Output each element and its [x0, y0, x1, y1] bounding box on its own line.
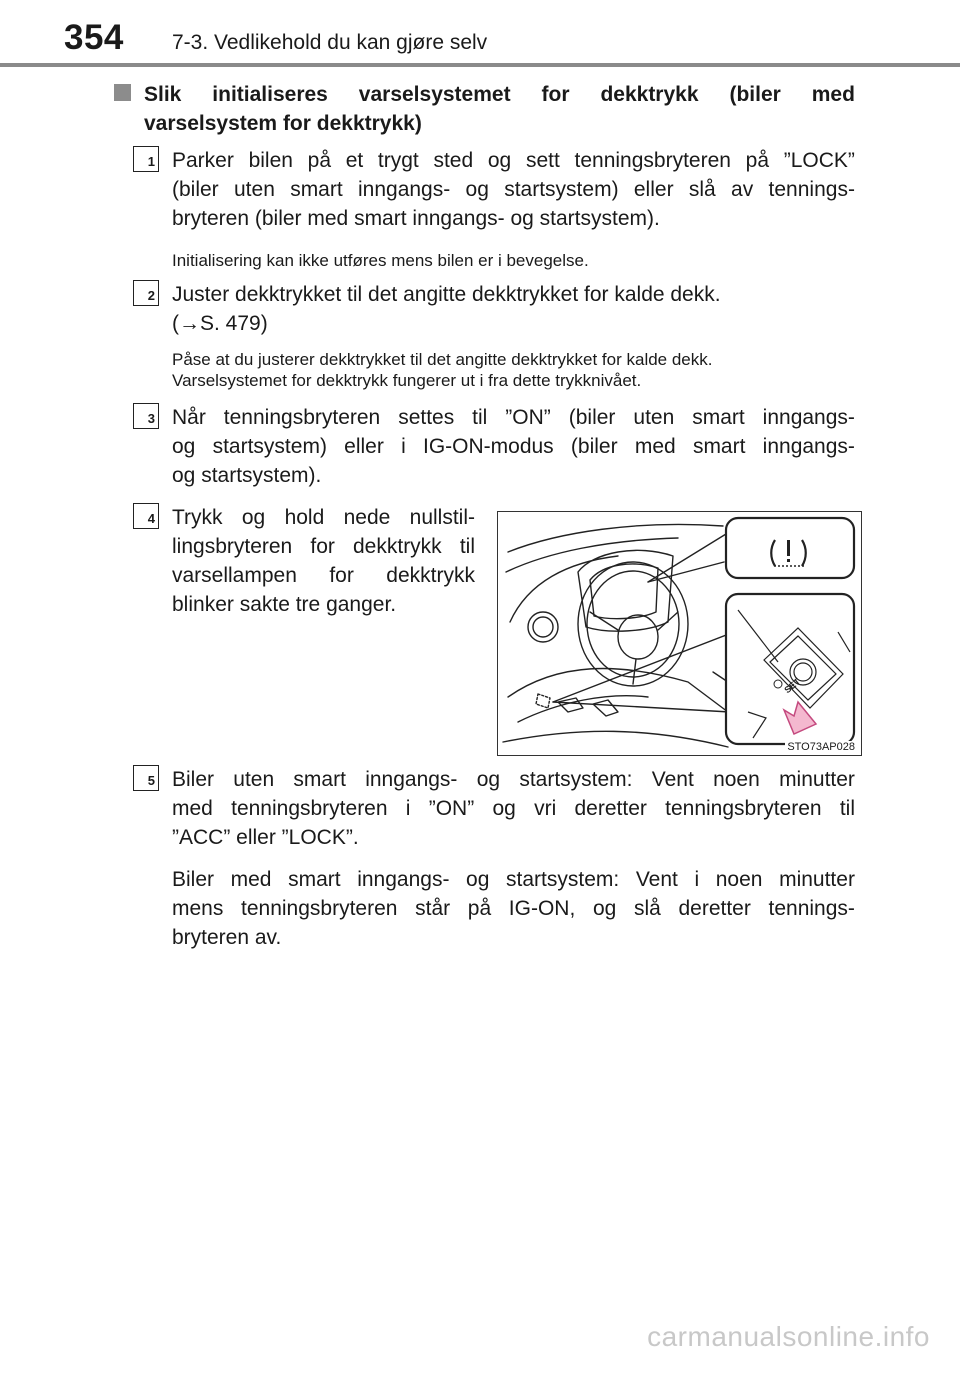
step-4-text — [172, 503, 475, 619]
step-number-1: 1 — [133, 146, 159, 172]
dashboard-drawing — [498, 512, 861, 755]
step-5-line-3: ”ACC” eller ”LOCK”. — [172, 826, 359, 849]
step-5-paragraph-2 — [172, 865, 855, 952]
step-5-paragraph-1 — [172, 765, 855, 852]
step-5-line-4: Biler med smart inngangs- og startsystem: Vent i noen minutter — [172, 868, 855, 891]
step-2-note — [172, 349, 872, 391]
step-4-line-1: Trykk og hold nede nullstil- — [172, 506, 475, 529]
heading-word: varselsystemet — [358, 83, 511, 106]
step-1-line-3: bryteren (biler med smart inngangs- og startsystem). — [172, 207, 660, 230]
step-number-4: 4 — [133, 503, 159, 529]
step-1-line-2: (biler uten smart inngangs- og startsystem) eller slå av tennings- — [172, 178, 855, 201]
step-2-text — [172, 280, 855, 338]
step-2-note-line-1: Påse at du justerer dekktrykket til det angitte dekktrykket for kalde dekk. — [172, 350, 713, 369]
step-5-line-5: mens tenningsbryteren står på IG-ON, og slå deretter tennings- — [172, 897, 855, 920]
step-5-line-6: bryteren av. — [172, 926, 282, 949]
step-3-line-3: og startsystem). — [172, 464, 322, 487]
step-4-line-3: varsellampen for dekktrykk — [172, 564, 475, 587]
heading-word: dekktrykk — [600, 83, 699, 106]
step-3-line-1: Når tenningsbryteren settes til ”ON” (biler uten smart inngangs- — [172, 406, 855, 429]
step-number-3: 3 — [133, 403, 159, 429]
step-5-line-2: med tenningsbryteren i ”ON” og vri deretter tenningsbryteren til — [172, 797, 855, 820]
heading-word: (biler — [729, 83, 781, 106]
step-2-line-1: Juster dekktrykket til det angitte dekktrykket for kalde dekk. — [172, 283, 721, 306]
set-button-label: SET — [782, 676, 803, 696]
header-divider — [0, 63, 960, 67]
step-2-reference: (→S. 479) — [172, 312, 268, 335]
heading-word: med — [811, 83, 855, 106]
step-2-note-line-2: Varselsystemet for dekktrykk fungerer ut i fra dette trykknivået. — [172, 371, 642, 390]
step-1-line-1: Parker bilen på et trygt sted og sett tenningsbryteren på ”LOCK” — [172, 149, 855, 172]
page-header — [0, 0, 960, 72]
step-3-line-2: og startsystem) eller i IG-ON-modus (biler med smart inngangs- — [172, 435, 855, 458]
step-number-2: 2 — [133, 280, 159, 306]
step-1-text — [172, 146, 855, 233]
heading-line-2: varselsystem for dekktrykk) — [144, 112, 422, 135]
step-number-5: 5 — [133, 765, 159, 791]
step-4-line-2: lingsbryteren for dekktrykk til — [172, 535, 475, 558]
heading-line-1 — [144, 80, 855, 109]
figure-caption: STO73AP028 — [787, 741, 855, 753]
heading-word: initialiseres — [212, 83, 328, 106]
step-1-note: Initialisering kan ikke utføres mens bilen er i bevegelse. — [172, 251, 589, 270]
heading-word: Slik — [144, 83, 182, 106]
site-watermark: carmanualsonline.info — [647, 1321, 930, 1352]
section-title: 7-3. Vedlikehold du kan gjøre selv — [172, 31, 488, 54]
heading-word: for — [541, 83, 570, 106]
step-5-line-1: Biler uten smart inngangs- og startsystem: Vent noen minutter — [172, 768, 855, 791]
step-3-text — [172, 403, 855, 490]
dashboard-illustration — [497, 511, 862, 756]
heading-square-icon — [114, 84, 131, 101]
page-number: 354 — [64, 18, 124, 57]
step-4-line-4: blinker sakte tre ganger. — [172, 593, 397, 616]
